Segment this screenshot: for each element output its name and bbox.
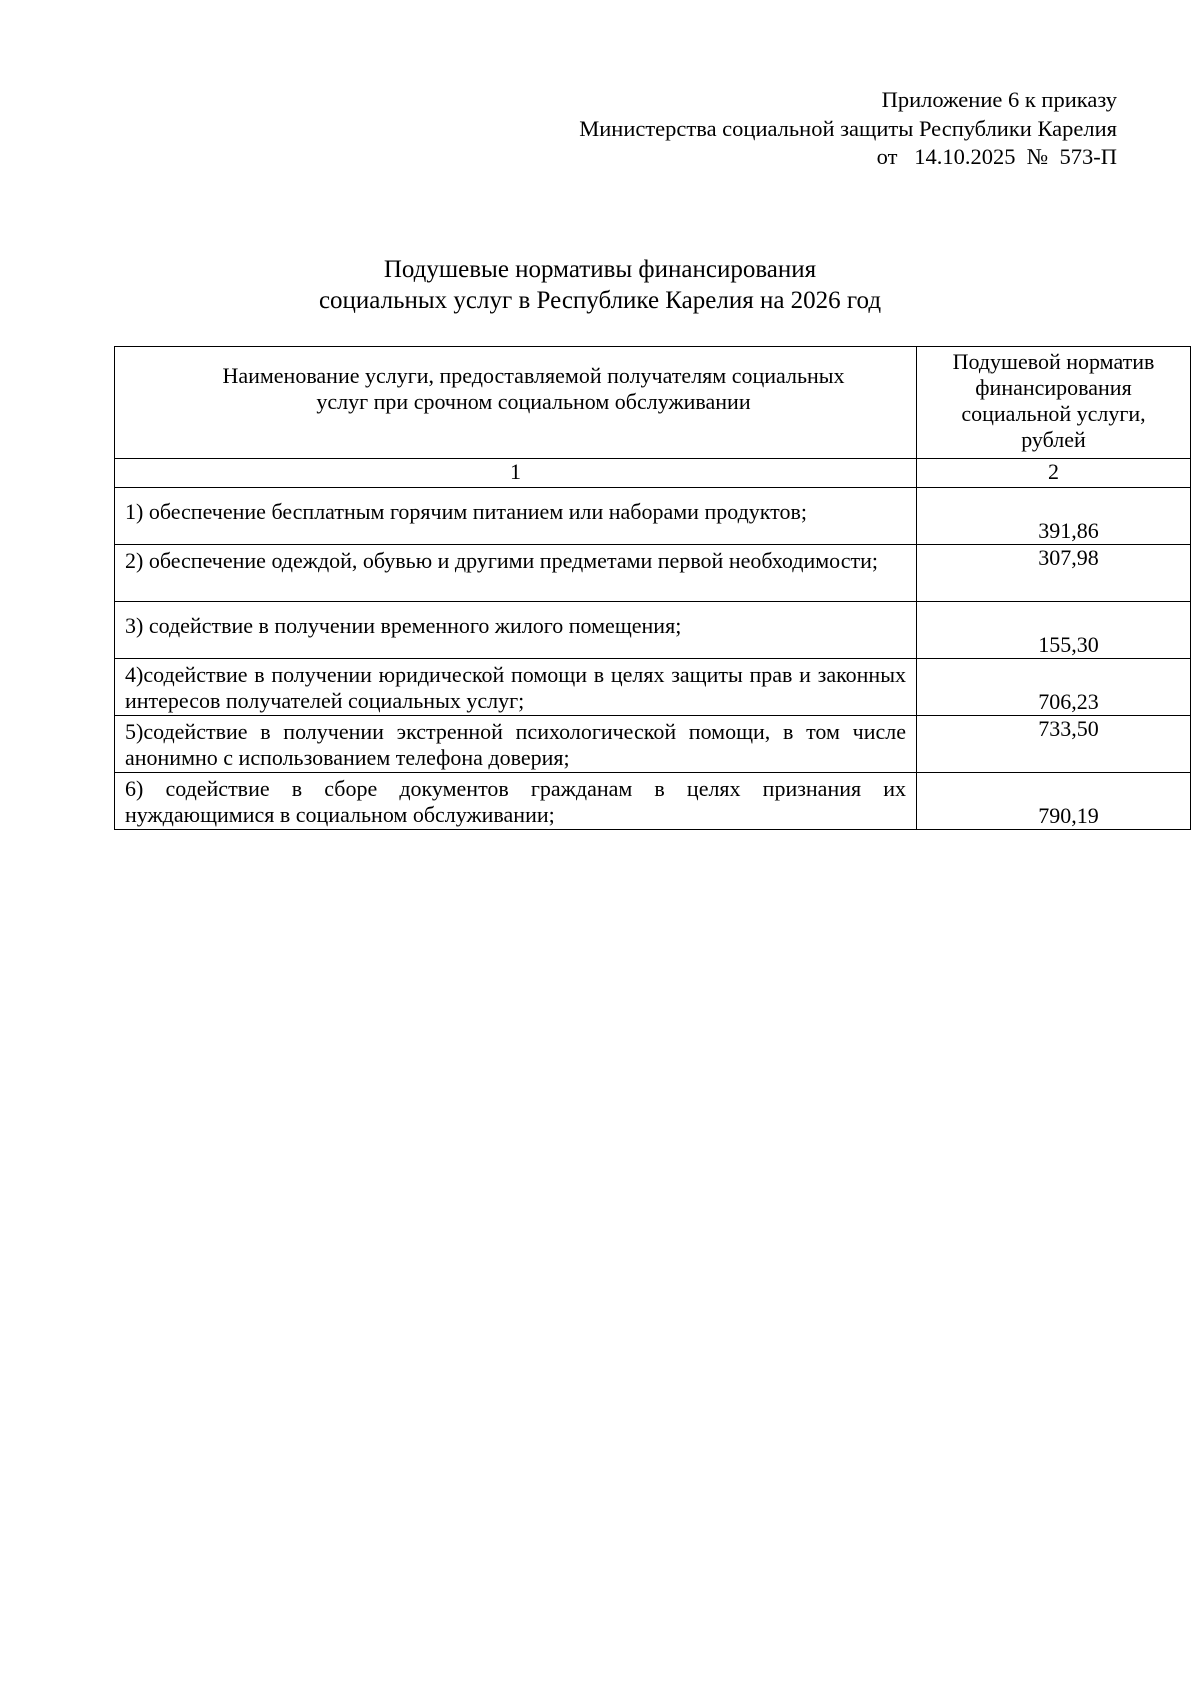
- service-name-cell: 3) содействие в получении временного жилого помещения;: [115, 602, 917, 659]
- rate-value-cell: 790,19: [917, 773, 1191, 830]
- table-row: [115, 773, 1191, 830]
- column-number-row: [115, 459, 1191, 488]
- annex-line: Приложение 6 к приказу: [881, 87, 1117, 112]
- rate-header-line-1: Подушевой норматив: [952, 349, 1155, 374]
- order-date-number: от 14.10.2025 № 573-П: [876, 144, 1117, 169]
- table-header-row: [115, 347, 1191, 459]
- service-name-cell: 6) содействие в сборе документов гражданам в целях признания их нуждающимися в социальном обслуживании;: [115, 773, 917, 830]
- service-name-cell: 2) обеспечение одеждой, обувью и другими предметами первой необходимости;: [115, 545, 917, 602]
- table-row: [115, 659, 1191, 716]
- rate-header-line-4: рублей: [1021, 427, 1086, 452]
- rate-value-cell: 307,98: [917, 545, 1191, 602]
- table-row: [115, 602, 1191, 659]
- ministry-line: Министерства социальной защиты Республики Карелия: [579, 115, 1117, 141]
- table-row: [115, 488, 1191, 545]
- service-name-header: [115, 347, 917, 459]
- rate-value-cell: 391,86: [917, 488, 1191, 545]
- annex-reference: [477, 86, 1117, 172]
- table-row: [115, 716, 1191, 773]
- service-name-cell: 1) обеспечение бесплатным горячим питанием или наборами продуктов;: [115, 488, 917, 545]
- service-name-cell: 5)содействие в получении экстренной психологической помощи, в том числе анонимно с использованием телефона доверия;: [115, 716, 917, 773]
- service-name-cell: 4)содействие в получении юридической помощи в целях защиты прав и законных интересов получателей социальных услуг;: [115, 659, 917, 716]
- rate-value-cell: 155,30: [917, 602, 1191, 659]
- financing-rates-table: [114, 346, 1191, 830]
- title-line-2: социальных услуг в Республике Карелия на 2026 год: [318, 287, 882, 314]
- document-title: [0, 254, 1200, 316]
- service-name-header-line-2: услуг при срочном социальном обслуживании: [316, 389, 751, 414]
- rate-header-line-2: финансирования: [975, 375, 1132, 400]
- column-number-1: 1: [115, 459, 917, 488]
- column-number-2: 2: [917, 459, 1191, 488]
- service-name-header-line-1: Наименование услуги, предоставляемой получателям социальных: [222, 363, 845, 388]
- rate-header: [917, 347, 1191, 459]
- rate-value-cell: 706,23: [917, 659, 1191, 716]
- table-row: [115, 545, 1191, 602]
- title-line-1: Подушевые нормативы финансирования: [383, 256, 817, 283]
- rate-header-line-3: социальной услуги,: [961, 401, 1146, 426]
- rate-value-cell: 733,50: [917, 716, 1191, 773]
